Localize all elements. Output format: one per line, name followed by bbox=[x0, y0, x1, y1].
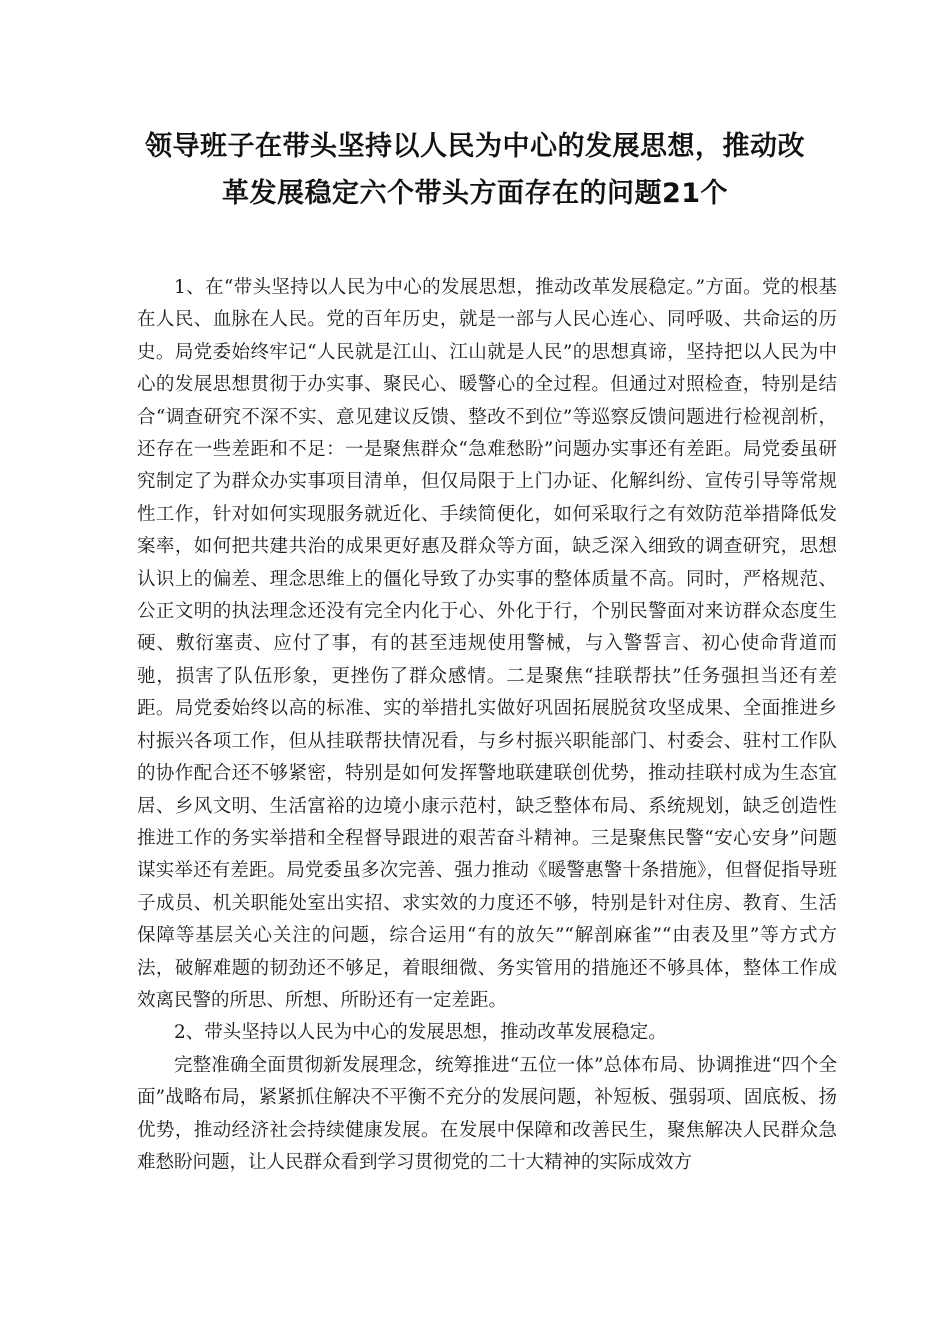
paragraph-1: 1、在“带头坚持以人民为中心的发展思想，推动改革发展稳定。”方面。党的根基在人民、血脉在人民。党的百年历史，就是一部与人民心连心、同呼吸、共命运的历史。局党委始终牢记“人民就是江山、江山就是人民”的思想真谛，坚持把以人民为中心的发展思想贯彻于办实事、聚民心、暖警心的全过程。但通过对照检查，特别是结合“调查研究不深不实、意见建议反馈、整改不到位”等巡察反馈问题进行检视剖析，还存在一些差距和不足：一是聚焦群众“急难愁盼”问题办实事还有差距。局党委虽研究制定了为群众办实事项目清单，但仅局限于上门办证、化解纠纷、宣传引导等常规性工作，针对如何实现服务就近化、手续简便化，如何采取行之有效防范举措降低发案率，如何把共建共治的成果更好惠及群众等方面，缺乏深入细致的调查研究，思想认识上的偏差、理念思维上的僵化导致了办实事的整体质量不高。同时，严格规范、公正文明的执法理念还没有完全内化于心、外化于行，个别民警面对来访群众态度生硬、敷衍塞责、应付了事，有的甚至违规使用警械，与入警誓言、初心使命背道而驰，损害了队伍形象，更挫伤了群众感情。二是聚焦“挂联帮扶”任务强担当还有差距。局党委始终以高的标准、实的举措扎实做好巩固拓展脱贫攻坚成果、全面推进乡村振兴各项工作，但从挂联帮扶情况看，与乡村振兴职能部门、村委会、驻村工作队的协作配合还不够紧密，特别是如何发挥警地联建联创优势，推动挂联村成为生态宜居、乡风文明、生活富裕的边境小康示范村，缺乏整体布局、系统规划，缺乏创造性推进工作的务实举措和全程督导跟进的艰苦奋斗精神。三是聚焦民警“安心安身”问题谋实举还有差距。局党委虽多次完善、强力推动《暖警惠警十条措施》，但督促指导班子成员、机关职能处室出实招、求实效的力度还不够，特别是针对住房、教育、生活保障等基层关心关注的问题，综合运用“有的放矢”“解剖麻雀”“由表及里”等方式方法，破解难题的韧劲还不够足，着眼细微、务实管用的措施还不够具体，整体工作成效离民警的所思、所想、所盼还有一定差距。 bbox=[137, 277, 837, 1011]
document-body bbox=[137, 272, 837, 1179]
paragraph-2: 2、带头坚持以人民为中心的发展思想，推动改革发展稳定。 bbox=[174, 1022, 667, 1044]
document-title bbox=[120, 123, 830, 217]
document-title-line-1: 领导班子在带头坚持以人民为中心的发展思想，推动改 bbox=[145, 131, 805, 162]
paragraph-3: 完整准确全面贯彻新发展理念，统筹推进“五位一体”总体布局、协调推进“四个全面”战略布局，紧紧抓住解决不平衡不充分的发展问题，补短板、强弱项、固底板、扬优势，推动经济社会持续健康发展。在发展中保障和改善民生，聚焦解决人民群众急难愁盼问题，让人民群众看到学习贯彻党的二十大精神的实际成效方 bbox=[137, 1054, 837, 1173]
document-title-line-2: 革发展稳定六个带头方面存在的问题21个 bbox=[221, 178, 729, 209]
